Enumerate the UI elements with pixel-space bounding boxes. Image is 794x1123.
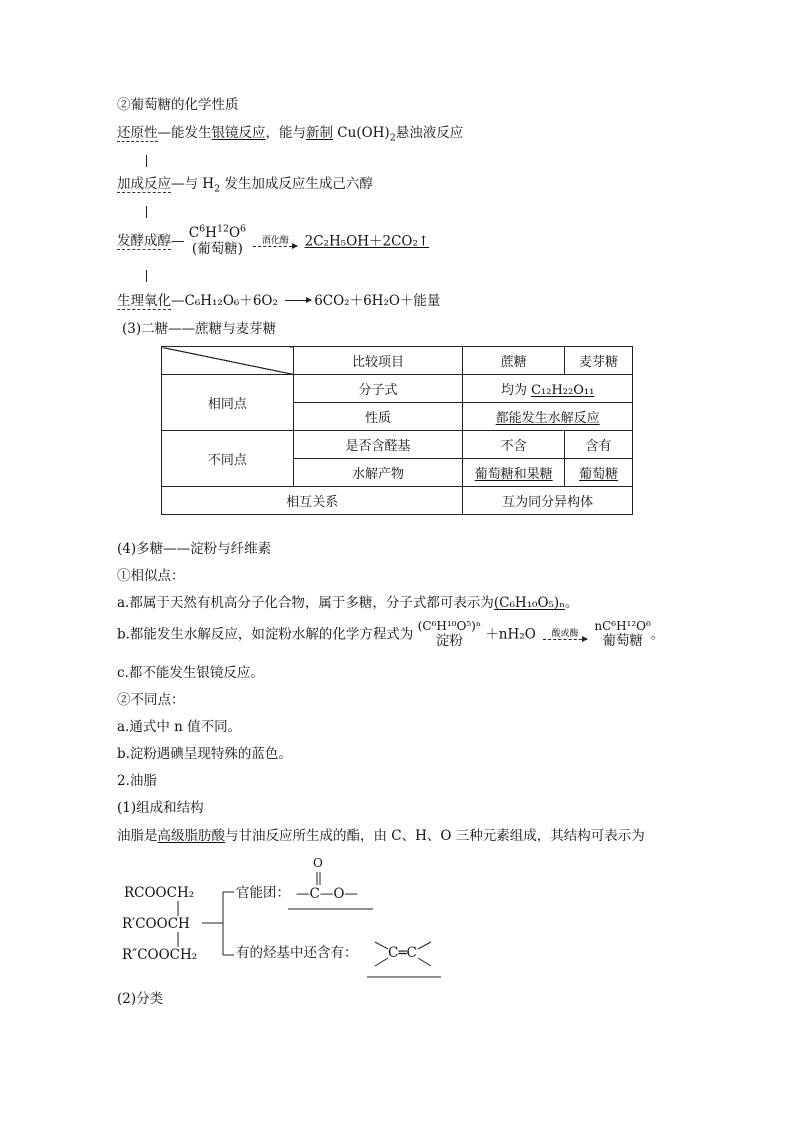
alkene-group: C═C [388,945,417,961]
cell-hydrolysis-label: 水解产物 [293,459,463,487]
cell-hydrolysis-maltose: 葡萄糖 [565,459,633,487]
fermentation-label: 发酵成醇 [117,233,171,250]
header-maltose: 麦芽糖 [565,347,633,375]
reduction-line: 还原性—能发生银镜反应，能与新制 $Cu(OH)_2$悬浊液反应 [117,125,464,144]
struct-line-2: R′COOCH [122,916,190,932]
cell-property-label: 性质 [293,403,463,431]
fat-sub2: (2)分类 [117,991,164,1007]
similar-b: b.都能发生水解反应，如淀粉水解的化学方程式为 (C⁶H¹⁰O⁵)ⁿ 淀粉 ＋nH₂O 酸或酶 nC⁶H¹²O⁶ 葡萄糖 。 [117,619,665,649]
fermentation-product: 2C₂H₅OH＋2CO₂↑ [304,233,430,250]
similar-a: a.都属于天然有机高分子化合物，属于多糖，分子式都可表示为(C₆H₁₀O₅)ₙ。 [117,595,579,611]
fat-description: 油脂是高级脂肪酸与甘油反应所生成的酯，由 C、H、O 三种元素组成，其结构可表示为 [117,828,645,844]
cell-aldehyde-sucrose: 不含 [463,431,565,459]
glucose-product: nC⁶H¹²O⁶ 葡萄糖 [594,619,651,649]
functional-group-label: 官能团： [236,885,290,901]
cell-relation-value: 互为同分异构体 [463,487,633,515]
alkene-label: 有的烃基中还含有： [236,945,358,961]
fat-heading: 2.油脂 [117,773,157,789]
cell-aldehyde-maltose: 含有 [565,431,633,459]
cell-formula-value: 均为 C₁₂H₂₂O₁₁ [463,375,633,403]
different-heading: ②不同点： [117,692,185,708]
glucose-heading: ②葡萄糖的化学性质 [117,97,239,113]
struct-line-3: R″COOCH₂ [122,947,198,963]
cell-formula-label: 分子式 [293,375,463,403]
cell-hydrolysis-sucrose: 葡萄糖和果糖 [463,459,565,487]
reduction-label: 还原性 [117,125,158,141]
starch-formula: (C⁶H¹⁰O⁵)ⁿ 淀粉 [417,619,482,649]
similar-heading: ①相似点： [117,568,185,584]
row-same: 相同点 [162,375,294,431]
disaccharide-heading: (3)二糖——蔗糖与麦芽糖 [122,321,277,337]
carbonyl-oxygen: O [313,856,323,870]
ester-group: —C—O— [296,886,358,902]
reaction-arrow: 酸或酶 [543,630,587,640]
fat-sub1: (1)组成和结构 [117,800,204,816]
different-b: b.淀粉遇碘呈现特殊的蓝色。 [117,746,292,762]
different-a: a.通式中 n 值不同。 [117,719,242,735]
similar-c: c.都不能发生银镜反应。 [117,665,264,681]
reaction-arrow: 酒化酶 [253,237,297,247]
header-sucrose: 蔗糖 [463,347,565,375]
cell-relation-label: 相互关系 [162,487,463,515]
addition-line: 加成反应—与 $H_2$ 发生加成反应生成己六醇 [117,176,373,195]
glucose-formula: $C^6H^{12}O^6$ (葡萄糖) [188,223,247,257]
oxidation-label: 生理氧化 [117,293,171,309]
cell-aldehyde-label: 是否含醛基 [293,431,463,459]
oxidation-line: 生理氧化—C₆H₁₂O₆＋6O₂ 6CO₂＋6H₂O＋能量 [117,293,441,309]
fermentation-line: 发酵成醇— $C^6H^{12}O^6$ (葡萄糖) 酒化酶 2C₂H₅OH＋2CO₂↑ [117,223,430,257]
struct-line-1: RCOOCH₂ [124,885,195,901]
cell-property-value: 都能发生水解反应 [463,403,633,431]
addition-label: 加成反应 [117,176,171,192]
header-item: 比较项目 [293,347,463,375]
row-diff: 不同点 [162,431,294,487]
polysaccharide-heading: (4)多糖——淀粉与纤维素 [117,541,272,557]
